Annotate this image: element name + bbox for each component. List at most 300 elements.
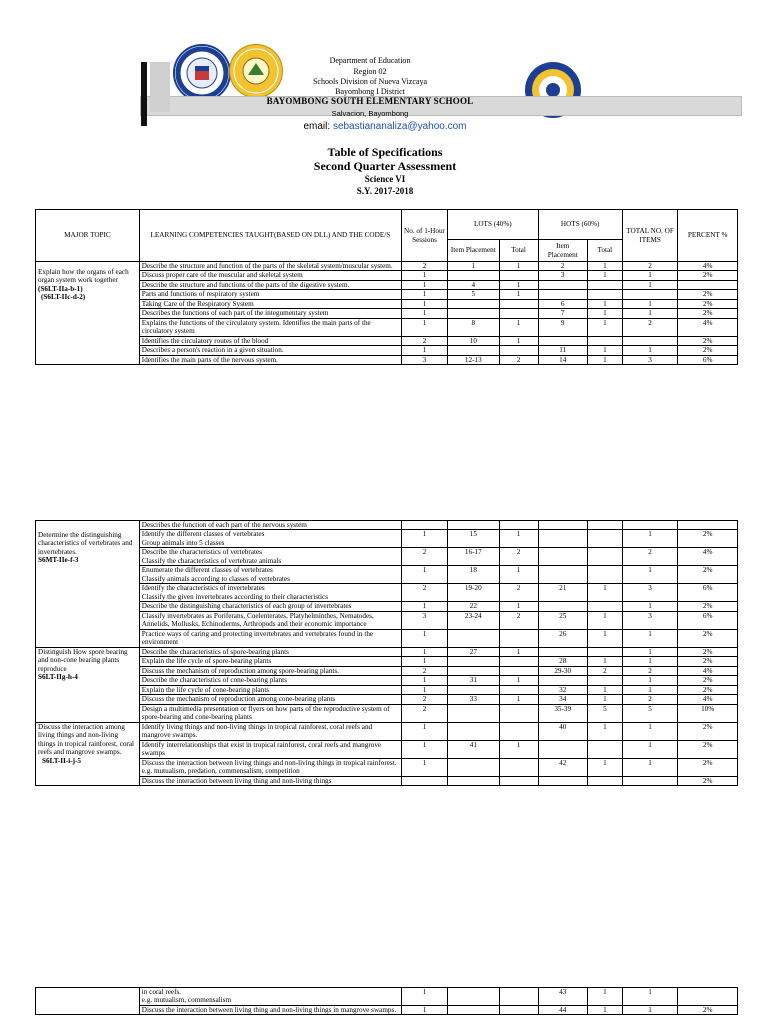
hots-total: 1	[587, 988, 622, 1006]
percent: 2%	[678, 629, 738, 647]
total-items: 2	[622, 695, 678, 704]
lots-total	[499, 521, 538, 530]
hots-item-placement: 3	[538, 271, 587, 280]
hots-total: 2	[587, 666, 622, 675]
hots-item-placement: 2	[538, 262, 587, 271]
lots-total	[499, 657, 538, 666]
sessions: 1	[401, 530, 447, 548]
tos-table-1	[35, 209, 738, 365]
percent	[678, 988, 738, 1006]
competency: in coral reefs. e.g. mutualism, commensalism	[139, 988, 401, 1006]
competency: Enumerate the different classes of vertebrates Classify animals according to classes of vertebrates	[139, 566, 401, 584]
table-row	[36, 290, 738, 299]
competency: Identify the different classes of vertebrates Group animals into 5 classes	[139, 530, 401, 548]
hots-total	[587, 740, 622, 758]
major-topic-cell	[36, 988, 140, 1015]
lots-item-placement	[448, 988, 499, 1006]
table-row	[36, 758, 738, 776]
table-row	[36, 704, 738, 722]
lots-total	[499, 629, 538, 647]
sessions: 2	[401, 666, 447, 675]
lots-item-placement: 8	[448, 318, 499, 336]
lots-total: 1	[499, 530, 538, 548]
competency: Describe the characteristics of vertebrates Classify the characteristics of vertebrate animals	[139, 548, 401, 566]
competency: Explain the life cycle of spore-bearing plants	[139, 657, 401, 666]
lots-total: 1	[499, 336, 538, 345]
lots-item-placement	[448, 776, 499, 785]
lots-item-placement	[448, 722, 499, 740]
total-items: 1	[622, 685, 678, 694]
lots-item-placement: 4	[448, 280, 499, 289]
hots-item-placement: 34	[538, 695, 587, 704]
topic-code: S6MT-IIe-f-3	[38, 556, 79, 565]
total-items: 1	[622, 1005, 678, 1014]
lots-total: 2	[499, 548, 538, 566]
total-items: 1	[622, 676, 678, 685]
lots-total: 1	[499, 740, 538, 758]
table-row	[36, 685, 738, 694]
table-row	[36, 346, 738, 355]
table-row	[36, 602, 738, 611]
hots-total	[587, 647, 622, 656]
competency: Explains the functions of the circulatory system. Identifies the main parts of the circulatory system	[139, 318, 401, 336]
lots-item-placement: 15	[448, 530, 499, 548]
department-text: Department of Education	[329, 56, 411, 65]
sessions	[401, 521, 447, 530]
banner-vertical-bar	[141, 62, 147, 126]
competency: Describe the characteristics of spore-bearing plants	[139, 647, 401, 656]
header-percent: PERCENT %	[678, 210, 738, 262]
lots-total: 2	[499, 355, 538, 364]
lots-item-placement	[448, 758, 499, 776]
sessions: 1	[401, 647, 447, 656]
header-lots-total: Total	[499, 240, 538, 262]
percent: 2%	[678, 346, 738, 355]
hots-total: 1	[587, 299, 622, 308]
table-row	[36, 548, 738, 566]
sessions: 2	[401, 336, 447, 345]
topic-text: Distinguish How spore bearing and non-cone bearing plants reproduce	[38, 647, 128, 673]
hots-item-placement	[538, 647, 587, 656]
lots-item-placement: 41	[448, 740, 499, 758]
header-major-topic: MAJOR TOPIC	[36, 210, 140, 262]
percent: 4%	[678, 548, 738, 566]
total-items: 1	[622, 629, 678, 647]
major-topic-cell	[36, 521, 140, 648]
topic-spacer	[38, 521, 137, 531]
table-row	[36, 584, 738, 602]
lots-total: 1	[499, 262, 538, 271]
percent: 4%	[678, 318, 738, 336]
doc-subtitle: Second Quarter Assessment	[313, 159, 457, 173]
total-items	[622, 290, 678, 299]
lots-total	[499, 309, 538, 318]
competency: Describe the structure and functions of the parts of the digestive system.	[139, 280, 401, 289]
sessions: 1	[401, 629, 447, 647]
hots-item-placement	[538, 521, 587, 530]
sessions: 1	[401, 685, 447, 694]
table-row	[36, 355, 738, 364]
table-row	[36, 566, 738, 584]
total-items: 1	[622, 657, 678, 666]
total-items: 2	[622, 318, 678, 336]
total-items: 1	[622, 647, 678, 656]
percent	[678, 280, 738, 289]
district-text: Bayombong I District	[335, 87, 405, 96]
table-row	[36, 676, 738, 685]
table-row	[36, 299, 738, 308]
major-topic-cell	[36, 262, 140, 365]
percent: 10%	[678, 704, 738, 722]
competency: Describe the structure and function of the parts of the skeletal system/muscular system.	[139, 262, 401, 271]
competency: Explain the life cycle of cone-bearing plants	[139, 685, 401, 694]
percent: 2%	[678, 776, 738, 785]
competency: Discuss proper care of the muscular and skeletal system	[139, 271, 401, 280]
percent: 2%	[678, 657, 738, 666]
hots-total: 1	[587, 685, 622, 694]
hots-item-placement: 42	[538, 758, 587, 776]
competency: Discuss the interaction between living thing and non-living things in mangrove swamps.	[139, 1005, 401, 1014]
lots-total: 1	[499, 647, 538, 656]
table-row	[36, 309, 738, 318]
hots-item-placement	[538, 548, 587, 566]
percent: 4%	[678, 695, 738, 704]
percent: 2%	[678, 647, 738, 656]
lots-item-placement: 27	[448, 647, 499, 656]
table-row	[36, 695, 738, 704]
table-row	[36, 280, 738, 289]
percent: 2%	[678, 566, 738, 584]
lots-total	[499, 666, 538, 675]
sessions: 3	[401, 355, 447, 364]
competency: Discuss the mechanism of reproduction among cone-bearing plants	[139, 695, 401, 704]
total-items: 1	[622, 309, 678, 318]
table-row	[36, 740, 738, 758]
lots-total	[499, 758, 538, 776]
total-items: 3	[622, 611, 678, 629]
hots-total: 1	[587, 271, 622, 280]
sessions: 1	[401, 722, 447, 740]
topic-code: (S6LT-IIa-b-1)	[38, 284, 83, 293]
competency: Discuss the interaction between living thing and non-living things	[139, 776, 401, 785]
total-items	[622, 776, 678, 785]
lots-total: 1	[499, 695, 538, 704]
hots-item-placement	[538, 336, 587, 345]
hots-total: 1	[587, 1005, 622, 1014]
header-competencies: LEARNING COMPETENCIES TAUGHT(BASED ON DLL) AND THE CODE/S	[139, 210, 401, 262]
lots-total	[499, 1005, 538, 1014]
lots-total: 1	[499, 566, 538, 584]
sessions: 1	[401, 566, 447, 584]
lots-item-placement: 12-13	[448, 355, 499, 364]
hots-item-placement: 21	[538, 584, 587, 602]
hots-item-placement: 26	[538, 629, 587, 647]
topic-text: Discuss the interaction among living things and non-living things in tropical rainforest, coral reefs and mangrove swamps.	[38, 722, 135, 757]
sessions: 1	[401, 309, 447, 318]
table-row	[36, 521, 738, 530]
hots-item-placement	[538, 280, 587, 289]
school-year: S.Y. 2017-2018	[356, 186, 414, 196]
lots-item-placement: 19-20	[448, 584, 499, 602]
percent: 2%	[678, 676, 738, 685]
hots-item-placement	[538, 290, 587, 299]
total-items: 2	[622, 666, 678, 675]
sessions: 1	[401, 758, 447, 776]
competency: Describe the distinguishing characteristics of each group of invertebrates	[139, 602, 401, 611]
competency: Describes the function of each part of the nervous system	[139, 521, 401, 530]
hots-total	[587, 776, 622, 785]
table-row	[36, 629, 738, 647]
doc-title: Table of Specifications	[327, 145, 443, 159]
total-items: 1	[622, 346, 678, 355]
topic-code: (S6LT-IIc-d-2)	[41, 293, 86, 302]
header-lots-item-placement: Item Placement	[448, 240, 499, 262]
hots-total: 1	[587, 657, 622, 666]
competency: Identify the characteristics of invertebrates Classify the given invertebrates according to their characteristics	[139, 584, 401, 602]
sessions: 2	[401, 262, 447, 271]
percent: 2%	[678, 299, 738, 308]
sessions: 1	[401, 290, 447, 299]
hots-item-placement	[538, 602, 587, 611]
hots-item-placement: 40	[538, 722, 587, 740]
sessions: 1	[401, 1005, 447, 1014]
competency: Identifies the main parts of the nervous system.	[139, 355, 401, 364]
hots-item-placement	[538, 530, 587, 548]
hots-total	[587, 566, 622, 584]
percent: 2%	[678, 530, 738, 548]
hots-total: 1	[587, 722, 622, 740]
division-text: Schools Division of Nueva Vizcaya	[312, 77, 427, 86]
percent: 2%	[678, 290, 738, 299]
hots-total	[587, 548, 622, 566]
percent: 2%	[678, 1005, 738, 1014]
table-row	[36, 271, 738, 280]
lots-item-placement: 18	[448, 566, 499, 584]
competency: Design a multimedia presentation or flyers on how parts of the reproductive system of spore-bearing and cone-bearing plants	[139, 704, 401, 722]
hots-total: 5	[587, 704, 622, 722]
hots-total: 1	[587, 584, 622, 602]
hots-item-placement	[538, 740, 587, 758]
lots-item-placement	[448, 271, 499, 280]
hots-total	[587, 280, 622, 289]
sessions: 1	[401, 657, 447, 666]
competency: Classify invertebrates as Poriferans, Coelenterates, Platyhelminthes, Nematodes, Annelids, Mollusks, Echinoderms, Arthropods and their economic importance	[139, 611, 401, 629]
total-items: 1	[622, 740, 678, 758]
lots-total	[499, 685, 538, 694]
total-items: 1	[622, 758, 678, 776]
lots-total: 1	[499, 290, 538, 299]
region-text: Region 02	[353, 67, 387, 76]
lots-total: 1	[499, 676, 538, 685]
topic-text: Determine the distinguishing characteristics of vertebrates and invertebrates.	[38, 531, 133, 556]
hots-item-placement: 43	[538, 988, 587, 1006]
lots-total	[499, 988, 538, 1006]
deped-seal	[173, 44, 231, 102]
hots-item-placement: 7	[538, 309, 587, 318]
lots-item-placement	[448, 657, 499, 666]
hots-total: 1	[587, 318, 622, 336]
hots-total: 1	[587, 355, 622, 364]
hots-item-placement	[538, 776, 587, 785]
lots-item-placement: 31	[448, 676, 499, 685]
lots-item-placement: 1	[448, 262, 499, 271]
hots-total	[587, 530, 622, 548]
total-items: 1	[622, 602, 678, 611]
hots-item-placement: 29-30	[538, 666, 587, 675]
table-row	[36, 1005, 738, 1014]
hots-total	[587, 602, 622, 611]
percent: 4%	[678, 262, 738, 271]
lots-item-placement	[448, 346, 499, 355]
lots-total	[499, 346, 538, 355]
topic-code: S6LT-IIg-h-4	[38, 673, 78, 682]
lots-total	[499, 299, 538, 308]
percent: 2%	[678, 722, 738, 740]
percent: 2%	[678, 740, 738, 758]
hots-total: 1	[587, 611, 622, 629]
school-name: BAYOMBONG SOUTH ELEMENTARY SCHOOL	[266, 96, 474, 106]
lots-total	[499, 776, 538, 785]
table-row	[36, 262, 738, 271]
lots-item-placement	[448, 299, 499, 308]
lots-total	[499, 722, 538, 740]
hots-total	[587, 336, 622, 345]
hots-total: 1	[587, 695, 622, 704]
sessions: 2	[401, 704, 447, 722]
hots-item-placement: 6	[538, 299, 587, 308]
lots-total: 2	[499, 611, 538, 629]
table-row	[36, 666, 738, 675]
total-items: 5	[622, 704, 678, 722]
hots-item-placement: 28	[538, 657, 587, 666]
hots-total	[587, 521, 622, 530]
hots-total: 1	[587, 758, 622, 776]
lots-item-placement	[448, 685, 499, 694]
total-items: 1	[622, 988, 678, 1006]
topic-text: Explain how the organs of each organ system work together	[38, 268, 129, 285]
tos-table-2	[35, 520, 738, 786]
lots-total: 1	[499, 280, 538, 289]
competency: Describes a person's reaction in a given situation.	[139, 346, 401, 355]
lots-item-placement: 23-24	[448, 611, 499, 629]
total-items: 2	[622, 262, 678, 271]
total-items: 1	[622, 722, 678, 740]
table-row	[36, 657, 738, 666]
competency: Practice ways of caring and protecting invertebrates and vertebrates found in the environment	[139, 629, 401, 647]
total-items: 3	[622, 355, 678, 364]
school-address: Salvacion, Bayombong	[331, 109, 409, 118]
lots-total: 1	[499, 318, 538, 336]
lots-item-placement: 5	[448, 290, 499, 299]
competency: Describe the characteristics of cone-bearing plants	[139, 676, 401, 685]
lots-item-placement	[448, 309, 499, 318]
total-items: 1	[622, 271, 678, 280]
sessions: 1	[401, 676, 447, 685]
sessions: 1	[401, 299, 447, 308]
sessions: 1	[401, 346, 447, 355]
sessions: 1	[401, 280, 447, 289]
competency: Identify living things and non-living things in tropical rainforest, coral reefs and mangrove swamps.	[139, 722, 401, 740]
competency: Taking Care of the Respiratory System	[139, 299, 401, 308]
competency: Parts and functions of respiratory system	[139, 290, 401, 299]
hots-item-placement: 35-39	[538, 704, 587, 722]
percent: 2%	[678, 309, 738, 318]
tos-table-3	[35, 987, 738, 1015]
hots-item-placement: 25	[538, 611, 587, 629]
table-row	[36, 611, 738, 629]
sessions: 2	[401, 695, 447, 704]
header-sessions: No. of 1-Hour Sessions	[401, 210, 447, 262]
email-address[interactable]: sebastiananaliza@yahoo.com	[332, 121, 467, 132]
sessions: 1	[401, 988, 447, 1006]
percent: 2%	[678, 685, 738, 694]
sessions	[401, 776, 447, 785]
hots-item-placement: 32	[538, 685, 587, 694]
competency: Identifies the circulatory routes of the blood	[139, 336, 401, 345]
total-items: 1	[622, 299, 678, 308]
banner-accent-block	[150, 62, 170, 112]
header-lots: LOTS (40%)	[448, 210, 538, 240]
lots-item-placement: 10	[448, 336, 499, 345]
percent: 4%	[678, 666, 738, 675]
email-label: email:	[303, 121, 331, 132]
lots-item-placement	[448, 629, 499, 647]
table-row	[36, 647, 738, 656]
lots-total	[499, 704, 538, 722]
sessions: 2	[401, 584, 447, 602]
percent: 2%	[678, 602, 738, 611]
lots-total: 1	[499, 602, 538, 611]
header-total-items: TOTAL NO. OF ITEMS	[622, 210, 678, 262]
topic-code: S6LT-II-i-j-5	[42, 756, 82, 765]
percent: 2%	[678, 336, 738, 345]
sessions: 3	[401, 611, 447, 629]
hots-item-placement	[538, 566, 587, 584]
total-items: 1	[622, 566, 678, 584]
lots-item-placement	[448, 666, 499, 675]
table-row	[36, 722, 738, 740]
header-hots: HOTS (60%)	[538, 210, 622, 240]
competency: Discuss the mechanism of reproduction among spore-bearing plants.	[139, 666, 401, 675]
total-items	[622, 336, 678, 345]
lots-item-placement: 33	[448, 695, 499, 704]
hots-item-placement: 14	[538, 355, 587, 364]
hots-total: 1	[587, 309, 622, 318]
hots-item-placement: 44	[538, 1005, 587, 1014]
hots-total: 1	[587, 629, 622, 647]
table-row	[36, 336, 738, 345]
percent: 6%	[678, 355, 738, 364]
lots-item-placement	[448, 521, 499, 530]
competency: Identify interrelationships that exist in tropical rainforest, coral reefs and mangrove swamps	[139, 740, 401, 758]
percent	[678, 521, 738, 530]
percent: 2%	[678, 758, 738, 776]
hots-item-placement: 11	[538, 346, 587, 355]
hots-total	[587, 676, 622, 685]
header-hots-total: Total	[587, 240, 622, 262]
total-items: 1	[622, 530, 678, 548]
lots-total: 2	[499, 584, 538, 602]
subject-title: Science VI	[364, 174, 406, 184]
total-items: 1	[622, 280, 678, 289]
hots-total: 1	[587, 346, 622, 355]
lots-item-placement: 22	[448, 602, 499, 611]
lots-item-placement: 16-17	[448, 548, 499, 566]
total-items: 2	[622, 548, 678, 566]
percent: 6%	[678, 611, 738, 629]
sessions: 1	[401, 602, 447, 611]
lots-item-placement	[448, 704, 499, 722]
